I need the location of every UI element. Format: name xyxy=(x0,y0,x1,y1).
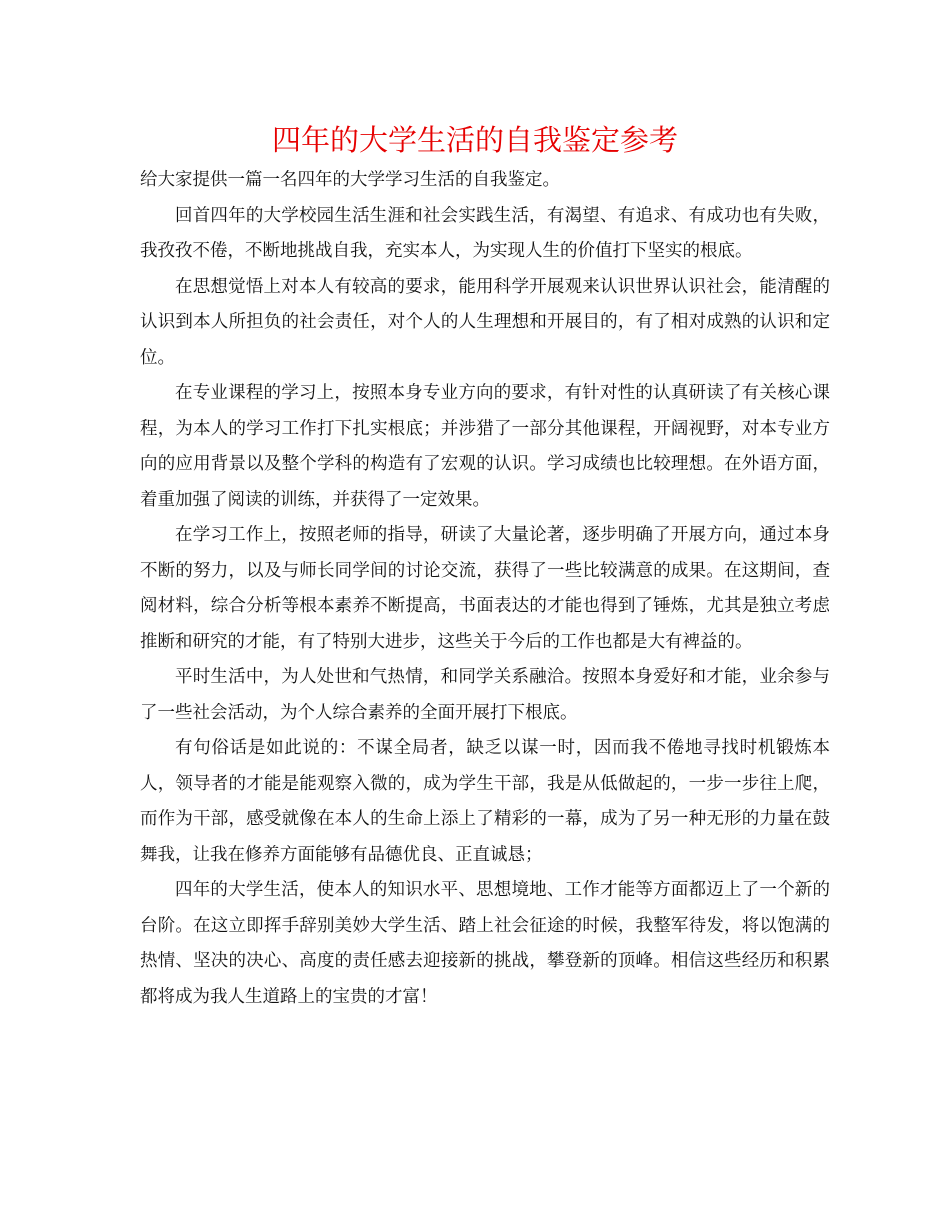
body-paragraph-1: 回首四年的大学校园生活生涯和社会实践生活，有渴望、有追求、有成功也有失败，我孜孜不倦，不断地挑战自我，充实本人，为实现人生的价值打下坚实的根底。 xyxy=(140,205,830,261)
body-paragraph-7: 四年的大学生活，使本人的知识水平、思想境地、工作才能等方面都迈上了一个新的台阶。在这立即挥手辞别美妙大学生活、踏上社会征途的时候，我整军待发，将以饱满的热情、坚决的决心、高度的责任感去迎接新的挑战，攀登新的顶峰。相信这些经历和积累都将成为我人生道路上的宝贵的才富！ xyxy=(140,880,830,1007)
body-paragraph-3: 在专业课程的学习上，按照本身专业方向的要求，有针对性的认真研读了有关核心课程，为本人的学习工作打下扎实根底；并涉猎了一部分其他课程，开阔视野，对本专业方向的应用背景以及整个学科的构造有了宏观的认识。学习成绩也比较理想。在外语方面，着重加强了阅读的训练，并获得了一定效果。 xyxy=(140,383,830,510)
document-body xyxy=(140,163,830,1015)
body-paragraph-5: 平时生活中，为人处世和气热情，和同学关系融洽。按照本身爱好和才能，业余参与了一些社会活动，为个人综合素养的全面开展打下根底。 xyxy=(140,667,830,723)
document-title: 四年的大学生活的自我鉴定参考 xyxy=(271,123,678,157)
body-paragraph-4: 在学习工作上，按照老师的指导，研读了大量论著，逐步明确了开展方向，通过本身不断的努力，以及与师长同学间的讨论交流，获得了一些比较满意的成果。在这期间，查阅材料，综合分析等根本素养不断提高，书面表达的才能也得到了锤炼，尤其是独立考虑推断和研究的才能，有了特别大进步，这些关于今后的工作也都是大有裨益的。 xyxy=(140,525,830,652)
body-paragraph-2: 在思想觉悟上对本人有较高的要求，能用科学开展观来认识世界认识社会，能清醒的认识到本人所担负的社会责任，对个人的人生理想和开展目的，有了相对成熟的认识和定位。 xyxy=(140,276,830,368)
intro-paragraph: 给大家提供一篇一名四年的大学学习生活的自我鉴定。 xyxy=(140,170,560,190)
body-paragraph-6: 有句俗话是如此说的：不谋全局者，缺乏以谋一时，因而我不倦地寻找时机锻炼本人，领导者的才能是能观察入微的，成为学生干部，我是从低做起的，一步一步往上爬，而作为干部，感受就像在本人的生命上添上了精彩的一幕，成为了另一种无形的力量在鼓舞我，让我在修养方面能够有品德优良、正直诚恳； xyxy=(140,738,830,865)
